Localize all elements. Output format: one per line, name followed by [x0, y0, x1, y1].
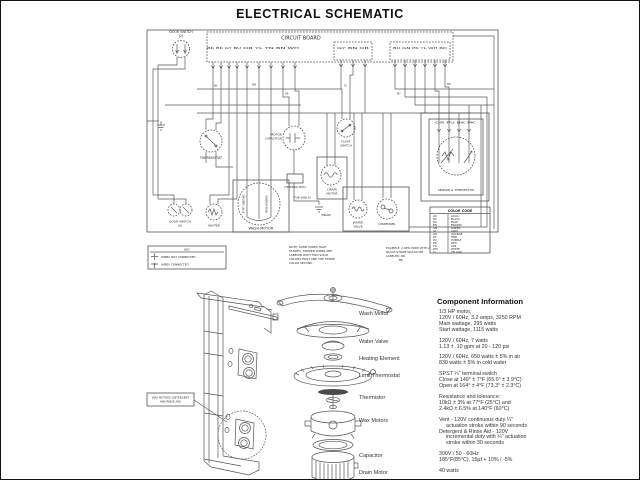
circuit-board-label: CIRCUIT BOARD	[281, 35, 321, 42]
note-line: COLORS FIRST AND THE STRIPE	[289, 257, 335, 261]
component-spec-line: 10kΩ ± 3% at 77°F (25°C) and	[439, 399, 511, 406]
component-spec-line: 830 watts ± 5% in cold water	[439, 360, 507, 367]
color-name: YELLOW	[451, 249, 463, 254]
component-spec-line: 120V / 60Hz, 7 watts	[439, 337, 488, 344]
door-frame-exploded-drawing	[147, 291, 278, 475]
note-line: BLACK STRIPE WOULD BE	[386, 250, 424, 254]
wire-label: OR	[285, 92, 289, 96]
color-code: PK	[433, 235, 437, 239]
hinge-label: (HINGE)	[320, 214, 332, 217]
component-spec-line: 120V / 60Hz, 650 watts ± 5% in air	[439, 354, 521, 361]
door-switch-top	[169, 30, 193, 58]
component-spec-line: 2.4kΩ ± 6.5% at 140°F (60°C)	[439, 405, 510, 412]
component-spec-line: 1.13 ± .10 gpm at 20 - 120 psi	[439, 343, 510, 350]
component-spec-line: 40 watts	[439, 468, 459, 475]
wire-label: RD	[447, 83, 451, 86]
callout-box	[147, 393, 194, 406]
callout-line1: WAX MOTORS (DETERGENT	[151, 395, 190, 400]
component-spec-line: stroke within 30 seconds	[446, 440, 505, 447]
component-row-capacitor	[359, 452, 637, 464]
component-row-water-valve	[359, 339, 637, 351]
motor-capacitor-label2: CAPACITOR	[264, 136, 282, 141]
door-switch-a	[168, 204, 192, 228]
component-spec-line: Resistance and tolerance:	[439, 393, 501, 400]
component-name: Thermistor	[359, 395, 386, 402]
float-switch-label2: SWITCH	[340, 143, 352, 148]
color-code: OR	[433, 232, 437, 236]
terminal-box	[284, 174, 331, 217]
color-name: PURPLE	[451, 238, 462, 242]
component-name: Limit Thermostat	[359, 372, 400, 379]
note-line: EXAMPLE: A RED WIRE WITH A	[386, 246, 431, 250]
main-winding-label: MAIN WINDING	[265, 195, 269, 213]
color-name: PINK	[451, 235, 458, 239]
color-name: WHITE	[451, 247, 460, 251]
color-code-title: COLOR CODE	[447, 209, 473, 213]
wire-label: GY	[344, 84, 348, 88]
color-name: ORANGE	[451, 232, 463, 236]
pin-labels-g1: BK BK GY BU	[207, 47, 224, 50]
color-code: YL	[433, 249, 437, 254]
color-code: PU	[433, 238, 437, 242]
note-line: NOTE: SOME WIRES HAVE	[289, 245, 327, 249]
color-code: BN	[433, 223, 437, 227]
sensor-thermistor	[421, 113, 489, 201]
wire-label: BU	[397, 92, 401, 96]
component-information	[359, 297, 637, 480]
key-not-connected: WIRES NOT CONNECTED	[161, 255, 196, 259]
key-box	[148, 246, 226, 269]
water-valve-label2: VALVE	[353, 224, 363, 229]
component-row-heating-element	[359, 355, 637, 367]
water-valve	[343, 187, 409, 231]
wash-motor	[233, 180, 289, 232]
drain-motor-label2: MOTOR	[326, 191, 338, 196]
note-line: LABELED WITH TWO SOLID	[289, 253, 329, 257]
color-code: GN	[433, 226, 438, 230]
component-spec-line: Open at 164° ± 4°F (73.3° ± 2.3°C)	[439, 383, 522, 390]
thermostat-label: THERMOSTAT	[199, 156, 223, 160]
pin-labels-g4: BU GN PK YL WH RD	[393, 47, 420, 50]
component-row-wax-motors	[359, 418, 637, 448]
component-name: Drain Motor	[359, 469, 388, 476]
door-switch-top-label: DOOR SWITCH	[169, 30, 193, 34]
color-name: RED	[451, 241, 457, 245]
door-switch-a-label2: (A)	[177, 223, 183, 228]
note-line: LABELED: RD	[386, 254, 406, 258]
color-name: BLACK	[451, 217, 460, 221]
callout-line2: AND RINSE AID)	[159, 399, 182, 404]
color-code: RD	[433, 241, 437, 245]
component-row-wash-motor	[359, 310, 637, 334]
component-spec-line: SPST ¼" terminal switch	[439, 371, 498, 378]
thermostat	[199, 130, 223, 160]
start-winding-label: START WINDING	[242, 194, 246, 214]
water-valve-label: WATER	[352, 220, 364, 225]
circuit-board	[207, 32, 453, 62]
sensor-thermistor-label: SENSOR & THERMISTOR	[437, 188, 475, 192]
color-code: TN	[433, 244, 437, 248]
door-switch-a-label: DOOR SWITCH	[169, 219, 191, 224]
page-title: ELECTRICAL SCHEMATIC	[236, 7, 404, 21]
note-line: COLOR SECOND	[289, 261, 313, 265]
heater-label: HEATER	[208, 223, 220, 228]
color-code: BU	[433, 220, 437, 224]
color-name: GRAY	[451, 229, 459, 233]
component-name: Heating Element	[359, 355, 400, 362]
key-title: KEY	[184, 247, 190, 252]
wire-label: BK	[214, 84, 218, 88]
color-code: WH	[433, 247, 438, 251]
component-name: Wax Motors	[359, 418, 389, 425]
drain-motor	[317, 157, 347, 199]
component-row-drain-motor	[359, 469, 637, 476]
component-spec-line: Detergent & Rinse Aid - 120V	[439, 428, 509, 435]
color-name: TAN	[451, 244, 457, 248]
color-code: BK	[433, 217, 437, 221]
component-name: Wash Motor	[359, 310, 389, 317]
component-spec-line: Close at 149° ± 7°F (65.0° ± 3.9°C)	[439, 377, 522, 384]
sensor-pin-labels: OR PU BK PK	[435, 121, 477, 125]
note-line: STRIPES. STRIPED WIRES ARE	[289, 249, 332, 253]
component-info-title: Component Information	[437, 297, 524, 306]
terminal-box-label: (TERMINAL BOX)	[284, 186, 306, 189]
wire-label: WH	[252, 83, 257, 87]
float-switch	[337, 119, 355, 148]
motor-capacitor-label: MOTOR	[270, 132, 282, 137]
dispenser-label: DISPENSER	[378, 222, 396, 226]
dispenser	[377, 199, 397, 226]
wax-motor-highlight-circle	[218, 411, 266, 459]
component-spec-line: 185°F(85°C), 15μf + 10% / -5%	[439, 457, 513, 464]
component-spec-line: 1/3 HP motor,	[439, 309, 472, 315]
component-spec-line: Main wattage, 295 watts	[439, 320, 497, 327]
pin-labels-g3: GY BN OR	[337, 47, 350, 50]
component-spec-line: Start wattage, 1115 watts	[439, 326, 498, 333]
component-spec-line: Vent - 120V continuous duty ¼"	[439, 416, 514, 423]
color-code: AQ	[433, 214, 437, 218]
component-spec-line: actuation stroke within 90 seconds	[446, 422, 527, 429]
component-row-limit-thermostat	[359, 372, 637, 390]
drain-motor-label: DRAIN	[327, 187, 337, 192]
component-spec-line: 120V / 60Hz, 3.2 amps, 3250 RPM	[439, 314, 521, 321]
float-switch-label: FLOAT	[341, 139, 351, 144]
note-line: BK	[399, 258, 403, 262]
component-spec-line: incremental duty with ¼" actuation	[446, 434, 527, 441]
component-spec-line: 300V / 50 - 60Hz	[439, 451, 479, 458]
color-name: BLUE	[451, 220, 458, 224]
key-connected: WIRES CONNECTED	[161, 262, 189, 267]
wiring	[147, 36, 494, 229]
component-row-thermistor	[359, 395, 637, 413]
color-name: GREEN	[451, 226, 461, 230]
pin-labels-g2: OR YL TN BN WH	[243, 47, 265, 50]
color-name: BROWN	[451, 223, 462, 227]
component-name: Capacitor	[359, 452, 383, 459]
wash-motor-label: WASH MOTOR	[248, 226, 274, 231]
tub-shield-label: (TUB SHIELD)	[293, 196, 311, 200]
color-name: AQUA	[451, 214, 459, 218]
component-name: Water Valve	[359, 339, 389, 346]
color-code: GY	[433, 229, 437, 233]
heater	[206, 204, 222, 228]
door-switch-top-label2: (2)	[178, 34, 184, 38]
wire-stripe-note	[289, 245, 430, 265]
